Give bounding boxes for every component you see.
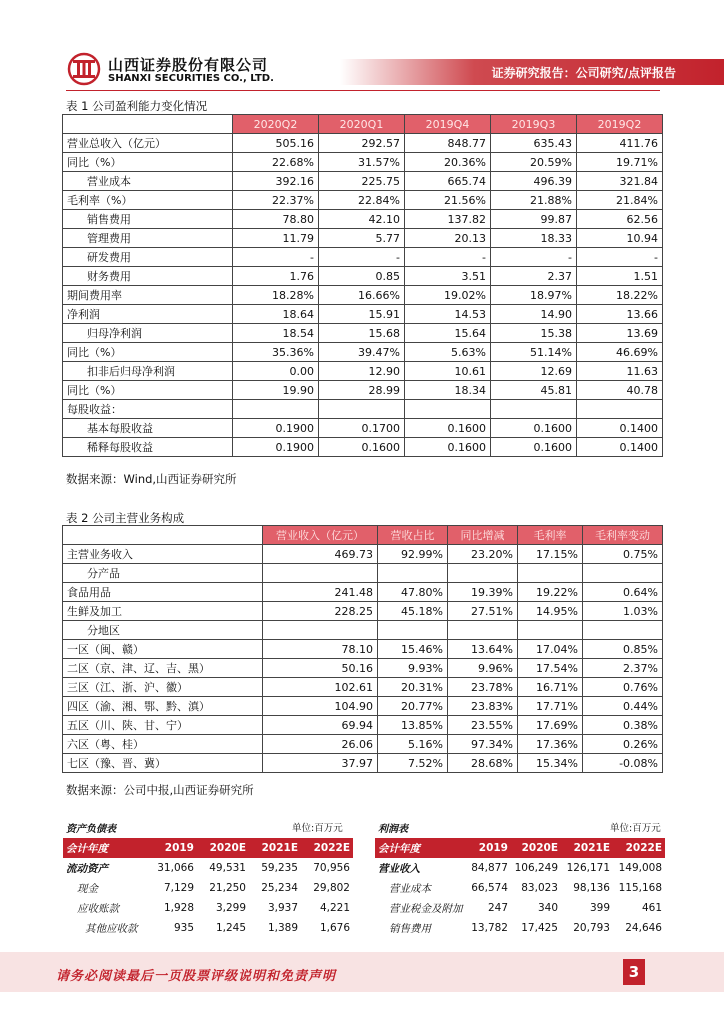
balance-row <box>63 898 353 918</box>
cell-value: 0.00 <box>233 362 319 381</box>
cell-value: 13,782 <box>471 922 508 934</box>
cell-value: 21.88% <box>491 191 577 210</box>
income-header-row <box>375 838 665 858</box>
cell-value: 0.1600 <box>405 438 491 457</box>
cell-value: 5.16% <box>378 735 448 754</box>
cell-value <box>518 621 583 640</box>
cell-value <box>583 621 663 640</box>
company-name-cn: 山西证券股份有限公司 <box>108 56 269 74</box>
cell-value: 14.95% <box>518 602 583 621</box>
cell-value: 10.94 <box>577 229 663 248</box>
row-label: 五区（川、陕、甘、宁） <box>63 716 263 735</box>
income-statement-unit: 单位:百万元 <box>610 823 661 834</box>
row-label: 销售费用 <box>63 210 233 229</box>
cell-value: 665.74 <box>405 172 491 191</box>
cell-value: 98,136 <box>573 882 610 894</box>
income-header-label: 会计年度 <box>375 838 461 858</box>
table1-col-header: 2020Q2 <box>233 115 319 134</box>
table2-row <box>63 678 663 697</box>
table1-col-header: 2020Q1 <box>319 115 405 134</box>
cell-value: 5.63% <box>405 343 491 362</box>
cell-value: 19.71% <box>577 153 663 172</box>
cell-value: 42.10 <box>319 210 405 229</box>
row-label: 财务费用 <box>63 267 233 286</box>
report-type-text: 证券研究报告：公司研究/点评报告 <box>491 66 676 80</box>
cell-value: 39.47% <box>319 343 405 362</box>
cell-value: 1.76 <box>233 267 319 286</box>
table2-row <box>63 545 663 564</box>
cell-value: -0.08% <box>583 754 663 773</box>
cell-value: 7,129 <box>163 882 194 894</box>
row-label: 营业成本 <box>63 172 233 191</box>
cell-value: 28.99 <box>319 381 405 400</box>
page-footer <box>0 952 724 992</box>
cell-value: 496.39 <box>491 172 577 191</box>
cell-value: 17.71% <box>518 697 583 716</box>
business-composition-table <box>62 525 663 773</box>
balance-sheet-table <box>63 838 353 938</box>
table1-row <box>63 172 663 191</box>
row-label: 分产品 <box>63 564 263 583</box>
cell-value: 17,425 <box>521 922 558 934</box>
row-label: 毛利率（%） <box>63 191 233 210</box>
income-year: 2022E <box>613 838 665 858</box>
row-label: 同比（%） <box>63 381 233 400</box>
cell-value <box>319 400 405 419</box>
table1-corner <box>63 115 233 134</box>
table2-row <box>63 564 663 583</box>
cell-value: 62.56 <box>577 210 663 229</box>
cell-value: 18.22% <box>577 286 663 305</box>
table2-col-header: 营收占比 <box>378 526 448 545</box>
row-label: 研发费用 <box>63 248 233 267</box>
cell-value: 25,234 <box>261 882 298 894</box>
cell-value: 0.1900 <box>233 419 319 438</box>
cell-value <box>263 564 378 583</box>
cell-value: 3.51 <box>405 267 491 286</box>
cell-value: 97.34% <box>448 735 518 754</box>
table1-row <box>63 305 663 324</box>
balance-year: 2021E <box>249 838 301 858</box>
row-label: 食品用品 <box>63 583 263 602</box>
cell-value <box>448 621 518 640</box>
table1-row <box>63 362 663 381</box>
cell-value: 18.64 <box>233 305 319 324</box>
cell-value: 104.90 <box>263 697 378 716</box>
cell-value: 40.78 <box>577 381 663 400</box>
cell-value: 0.1400 <box>577 419 663 438</box>
cell-value: 18.54 <box>233 324 319 343</box>
cell-value <box>491 400 577 419</box>
cell-value: 22.68% <box>233 153 319 172</box>
row-label: 稀释每股收益 <box>63 438 233 457</box>
cell-value: 21,250 <box>209 882 246 894</box>
row-label: 三区（江、浙、沪、徽） <box>63 678 263 697</box>
row-label: 流动资产 <box>66 862 108 875</box>
cell-value: 14.90 <box>491 305 577 324</box>
cell-value: 9.93% <box>378 659 448 678</box>
cell-value: 35.36% <box>233 343 319 362</box>
company-logo-icon <box>66 52 102 86</box>
company-name-en: SHANXI SECURITIES CO., LTD. <box>108 73 274 84</box>
cell-value: 13.66 <box>577 305 663 324</box>
table2-col-header: 毛利率 <box>518 526 583 545</box>
cell-value: 20.59% <box>491 153 577 172</box>
cell-value: 17.36% <box>518 735 583 754</box>
balance-year: 2019 <box>145 838 197 858</box>
cell-value: 0.1600 <box>491 438 577 457</box>
cell-value: 3,299 <box>215 902 246 914</box>
cell-value: 19.02% <box>405 286 491 305</box>
cell-value: 37.97 <box>263 754 378 773</box>
balance-header-row <box>63 838 353 858</box>
cell-value: 469.73 <box>263 545 378 564</box>
cell-value: 99.87 <box>491 210 577 229</box>
cell-value: 399 <box>589 902 610 914</box>
table1-row <box>63 134 663 153</box>
cell-value: 149,008 <box>618 862 662 874</box>
row-label: 期间费用率 <box>63 286 233 305</box>
table1-row <box>63 229 663 248</box>
cell-value: 2.37% <box>583 659 663 678</box>
table1-row <box>63 343 663 362</box>
cell-value: 50.16 <box>263 659 378 678</box>
table1-col-header: 2019Q4 <box>405 115 491 134</box>
table1-row <box>63 248 663 267</box>
cell-value <box>448 564 518 583</box>
table1-caption: 表 1 公司盈利能力变化情况 <box>66 99 208 113</box>
cell-value: 18.97% <box>491 286 577 305</box>
page-header <box>0 0 724 98</box>
table1-row <box>63 381 663 400</box>
cell-value: 0.1600 <box>491 419 577 438</box>
cell-value: 15.68 <box>319 324 405 343</box>
table1-row <box>63 419 663 438</box>
cell-value: 20.31% <box>378 678 448 697</box>
table1-row <box>63 210 663 229</box>
cell-value: 66,574 <box>471 882 508 894</box>
balance-row <box>63 878 353 898</box>
cell-value: 0.1900 <box>233 438 319 457</box>
cell-value: 20.13 <box>405 229 491 248</box>
cell-value: 15.34% <box>518 754 583 773</box>
row-label: 营业成本 <box>389 882 431 895</box>
cell-value: 70,956 <box>313 862 350 874</box>
cell-value: 340 <box>537 902 558 914</box>
table1-col-header: 2019Q2 <box>577 115 663 134</box>
table2-col-header: 毛利率变动 <box>583 526 663 545</box>
cell-value: 18.28% <box>233 286 319 305</box>
cell-value: 935 <box>173 922 194 934</box>
table1-col-header: 2019Q3 <box>491 115 577 134</box>
cell-value: 15.46% <box>378 640 448 659</box>
cell-value: 15.38 <box>491 324 577 343</box>
cell-value: 0.1600 <box>405 419 491 438</box>
cell-value: 13.85% <box>378 716 448 735</box>
cell-value: 28.68% <box>448 754 518 773</box>
balance-year: 2020E <box>197 838 249 858</box>
income-row <box>375 858 665 878</box>
cell-value: 12.90 <box>319 362 405 381</box>
cell-value: 126,171 <box>566 862 610 874</box>
cell-value: 102.61 <box>263 678 378 697</box>
cell-value: 5.77 <box>319 229 405 248</box>
cell-value: 19.22% <box>518 583 583 602</box>
table2-row <box>63 716 663 735</box>
cell-value: - <box>319 248 405 267</box>
cell-value: 29,802 <box>313 882 350 894</box>
cell-value: 17.54% <box>518 659 583 678</box>
balance-sheet-unit: 单位:百万元 <box>292 823 343 834</box>
cell-value: 1.51 <box>577 267 663 286</box>
cell-value: 51.14% <box>491 343 577 362</box>
income-row <box>375 878 665 898</box>
row-label: 其他应收款 <box>85 922 138 935</box>
disclaimer-notice: 请务必阅读最后一页股票评级说明和免责声明 <box>56 969 337 984</box>
cell-value: 292.57 <box>319 134 405 153</box>
cell-value: 92.99% <box>378 545 448 564</box>
table2-row <box>63 659 663 678</box>
cell-value: 23.83% <box>448 697 518 716</box>
report-type-banner <box>340 59 724 85</box>
cell-value: 17.15% <box>518 545 583 564</box>
cell-value: 137.82 <box>405 210 491 229</box>
cell-value: 46.69% <box>577 343 663 362</box>
cell-value: 225.75 <box>319 172 405 191</box>
row-label: 归母净利润 <box>63 324 233 343</box>
table1-row <box>63 400 663 419</box>
page-number: 3 <box>623 959 645 985</box>
cell-value: 106,249 <box>514 862 558 874</box>
cell-value: 27.51% <box>448 602 518 621</box>
cell-value: - <box>233 248 319 267</box>
row-label: 管理费用 <box>63 229 233 248</box>
cell-value: 321.84 <box>577 172 663 191</box>
income-statement-table <box>375 838 665 938</box>
cell-value: 19.90 <box>233 381 319 400</box>
row-label: 应收账款 <box>77 902 119 915</box>
balance-header-label: 会计年度 <box>63 838 145 858</box>
cell-value <box>405 400 491 419</box>
income-year: 2019 <box>461 838 511 858</box>
cell-value: 635.43 <box>491 134 577 153</box>
cell-value: 22.84% <box>319 191 405 210</box>
table1-row <box>63 267 663 286</box>
cell-value: 78.10 <box>263 640 378 659</box>
cell-value: 16.71% <box>518 678 583 697</box>
cell-value: 84,877 <box>471 862 508 874</box>
cell-value <box>378 621 448 640</box>
cell-value: 78.80 <box>233 210 319 229</box>
cell-value: 11.63 <box>577 362 663 381</box>
cell-value: 848.77 <box>405 134 491 153</box>
table1-row <box>63 191 663 210</box>
row-label: 一区（闽、赣） <box>63 640 263 659</box>
row-label: 净利润 <box>63 305 233 324</box>
cell-value: - <box>577 248 663 267</box>
cell-value: 14.53 <box>405 305 491 324</box>
table2-row <box>63 640 663 659</box>
cell-value: 24,646 <box>625 922 662 934</box>
cell-value: 115,168 <box>618 882 662 894</box>
cell-value: 17.04% <box>518 640 583 659</box>
cell-value: 0.1700 <box>319 419 405 438</box>
cell-value: 26.06 <box>263 735 378 754</box>
row-label: 分地区 <box>63 621 263 640</box>
table2-row <box>63 754 663 773</box>
cell-value: 505.16 <box>233 134 319 153</box>
table2-row <box>63 602 663 621</box>
income-row <box>375 918 665 938</box>
balance-row <box>63 918 353 938</box>
cell-value: 12.69 <box>491 362 577 381</box>
cell-value: 21.56% <box>405 191 491 210</box>
cell-value: 3,937 <box>267 902 298 914</box>
cell-value: 9.96% <box>448 659 518 678</box>
cell-value: 228.25 <box>263 602 378 621</box>
cell-value: 1.03% <box>583 602 663 621</box>
cell-value: 4,221 <box>319 902 350 914</box>
table2-source: 数据来源：公司中报,山西证券研究所 <box>66 783 254 797</box>
cell-value: 0.1400 <box>577 438 663 457</box>
cell-value: 7.52% <box>378 754 448 773</box>
row-label: 营业税金及附加 <box>389 902 463 915</box>
cell-value: 69.94 <box>263 716 378 735</box>
balance-sheet-title: 资产负债表 <box>66 824 116 835</box>
cell-value: - <box>491 248 577 267</box>
row-label: 主营业务收入 <box>63 545 263 564</box>
row-label: 营业收入 <box>378 862 420 875</box>
table1-header-row <box>63 115 663 134</box>
cell-value: 2.37 <box>491 267 577 286</box>
row-label: 营业总收入（亿元） <box>63 134 233 153</box>
cell-value: 1,389 <box>267 922 298 934</box>
table2-row <box>63 621 663 640</box>
cell-value: 0.85 <box>319 267 405 286</box>
cell-value: 15.91 <box>319 305 405 324</box>
cell-value: 23.78% <box>448 678 518 697</box>
cell-value: 18.33 <box>491 229 577 248</box>
row-label: 现金 <box>77 882 98 895</box>
cell-value: 13.64% <box>448 640 518 659</box>
profitability-table <box>62 114 663 457</box>
cell-value: 0.38% <box>583 716 663 735</box>
income-row <box>375 898 665 918</box>
table2-col-header: 营业收入（亿元） <box>263 526 378 545</box>
cell-value: 392.16 <box>233 172 319 191</box>
cell-value: 20.36% <box>405 153 491 172</box>
balance-year: 2022E <box>301 838 353 858</box>
row-label: 基本每股收益 <box>63 419 233 438</box>
cell-value: 15.64 <box>405 324 491 343</box>
row-label: 同比（%） <box>63 153 233 172</box>
cell-value: 0.64% <box>583 583 663 602</box>
cell-value: 20.77% <box>378 697 448 716</box>
row-label: 扣非后归母净利润 <box>63 362 233 381</box>
cell-value: 83,023 <box>521 882 558 894</box>
row-label: 每股收益： <box>63 400 233 419</box>
row-label: 六区（粤、桂） <box>63 735 263 754</box>
row-label: 生鲜及加工 <box>63 602 263 621</box>
row-label: 七区（豫、晋、冀） <box>63 754 263 773</box>
table1-row <box>63 286 663 305</box>
cell-value: 241.48 <box>263 583 378 602</box>
table1-row <box>63 153 663 172</box>
cell-value: 247 <box>487 902 508 914</box>
table2-row <box>63 697 663 716</box>
cell-value: 19.39% <box>448 583 518 602</box>
cell-value: 22.37% <box>233 191 319 210</box>
cell-value: - <box>405 248 491 267</box>
cell-value <box>233 400 319 419</box>
balance-row <box>63 858 353 878</box>
income-year: 2020E <box>511 838 561 858</box>
cell-value: 11.79 <box>233 229 319 248</box>
cell-value: 0.1600 <box>319 438 405 457</box>
cell-value: 49,531 <box>209 862 246 874</box>
table2-col-header: 同比增减 <box>448 526 518 545</box>
cell-value <box>263 621 378 640</box>
cell-value <box>577 400 663 419</box>
cell-value: 13.69 <box>577 324 663 343</box>
cell-value <box>378 564 448 583</box>
cell-value <box>518 564 583 583</box>
cell-value: 0.85% <box>583 640 663 659</box>
header-divider <box>66 90 660 91</box>
cell-value: 23.20% <box>448 545 518 564</box>
row-label: 同比（%） <box>63 343 233 362</box>
income-year: 2021E <box>561 838 613 858</box>
cell-value: 31,066 <box>157 862 194 874</box>
cell-value: 10.61 <box>405 362 491 381</box>
cell-value: 17.69% <box>518 716 583 735</box>
table1-row <box>63 324 663 343</box>
cell-value: 18.34 <box>405 381 491 400</box>
cell-value: 1,928 <box>163 902 194 914</box>
income-statement-title: 利润表 <box>378 824 408 835</box>
row-label: 二区（京、津、辽、吉、黑） <box>63 659 263 678</box>
cell-value: 16.66% <box>319 286 405 305</box>
cell-value <box>583 564 663 583</box>
cell-value: 461 <box>641 902 662 914</box>
cell-value: 20,793 <box>573 922 610 934</box>
cell-value: 0.44% <box>583 697 663 716</box>
cell-value: 45.18% <box>378 602 448 621</box>
cell-value: 411.76 <box>577 134 663 153</box>
row-label: 四区（渝、湘、鄂、黔、滇） <box>63 697 263 716</box>
cell-value: 59,235 <box>261 862 298 874</box>
table2-caption: 表 2 公司主营业务构成 <box>66 511 185 525</box>
cell-value: 1,676 <box>319 922 350 934</box>
cell-value: 21.84% <box>577 191 663 210</box>
table2-row <box>63 735 663 754</box>
cell-value: 0.26% <box>583 735 663 754</box>
cell-value: 45.81 <box>491 381 577 400</box>
cell-value: 47.80% <box>378 583 448 602</box>
row-label: 销售费用 <box>389 922 431 935</box>
cell-value: 1,245 <box>215 922 246 934</box>
cell-value: 0.76% <box>583 678 663 697</box>
table2-header-row <box>63 526 663 545</box>
table2-row <box>63 583 663 602</box>
table1-row <box>63 438 663 457</box>
table1-source: 数据来源：Wind,山西证券研究所 <box>66 472 237 486</box>
cell-value: 23.55% <box>448 716 518 735</box>
cell-value: 0.75% <box>583 545 663 564</box>
table2-corner <box>63 526 263 545</box>
cell-value: 31.57% <box>319 153 405 172</box>
